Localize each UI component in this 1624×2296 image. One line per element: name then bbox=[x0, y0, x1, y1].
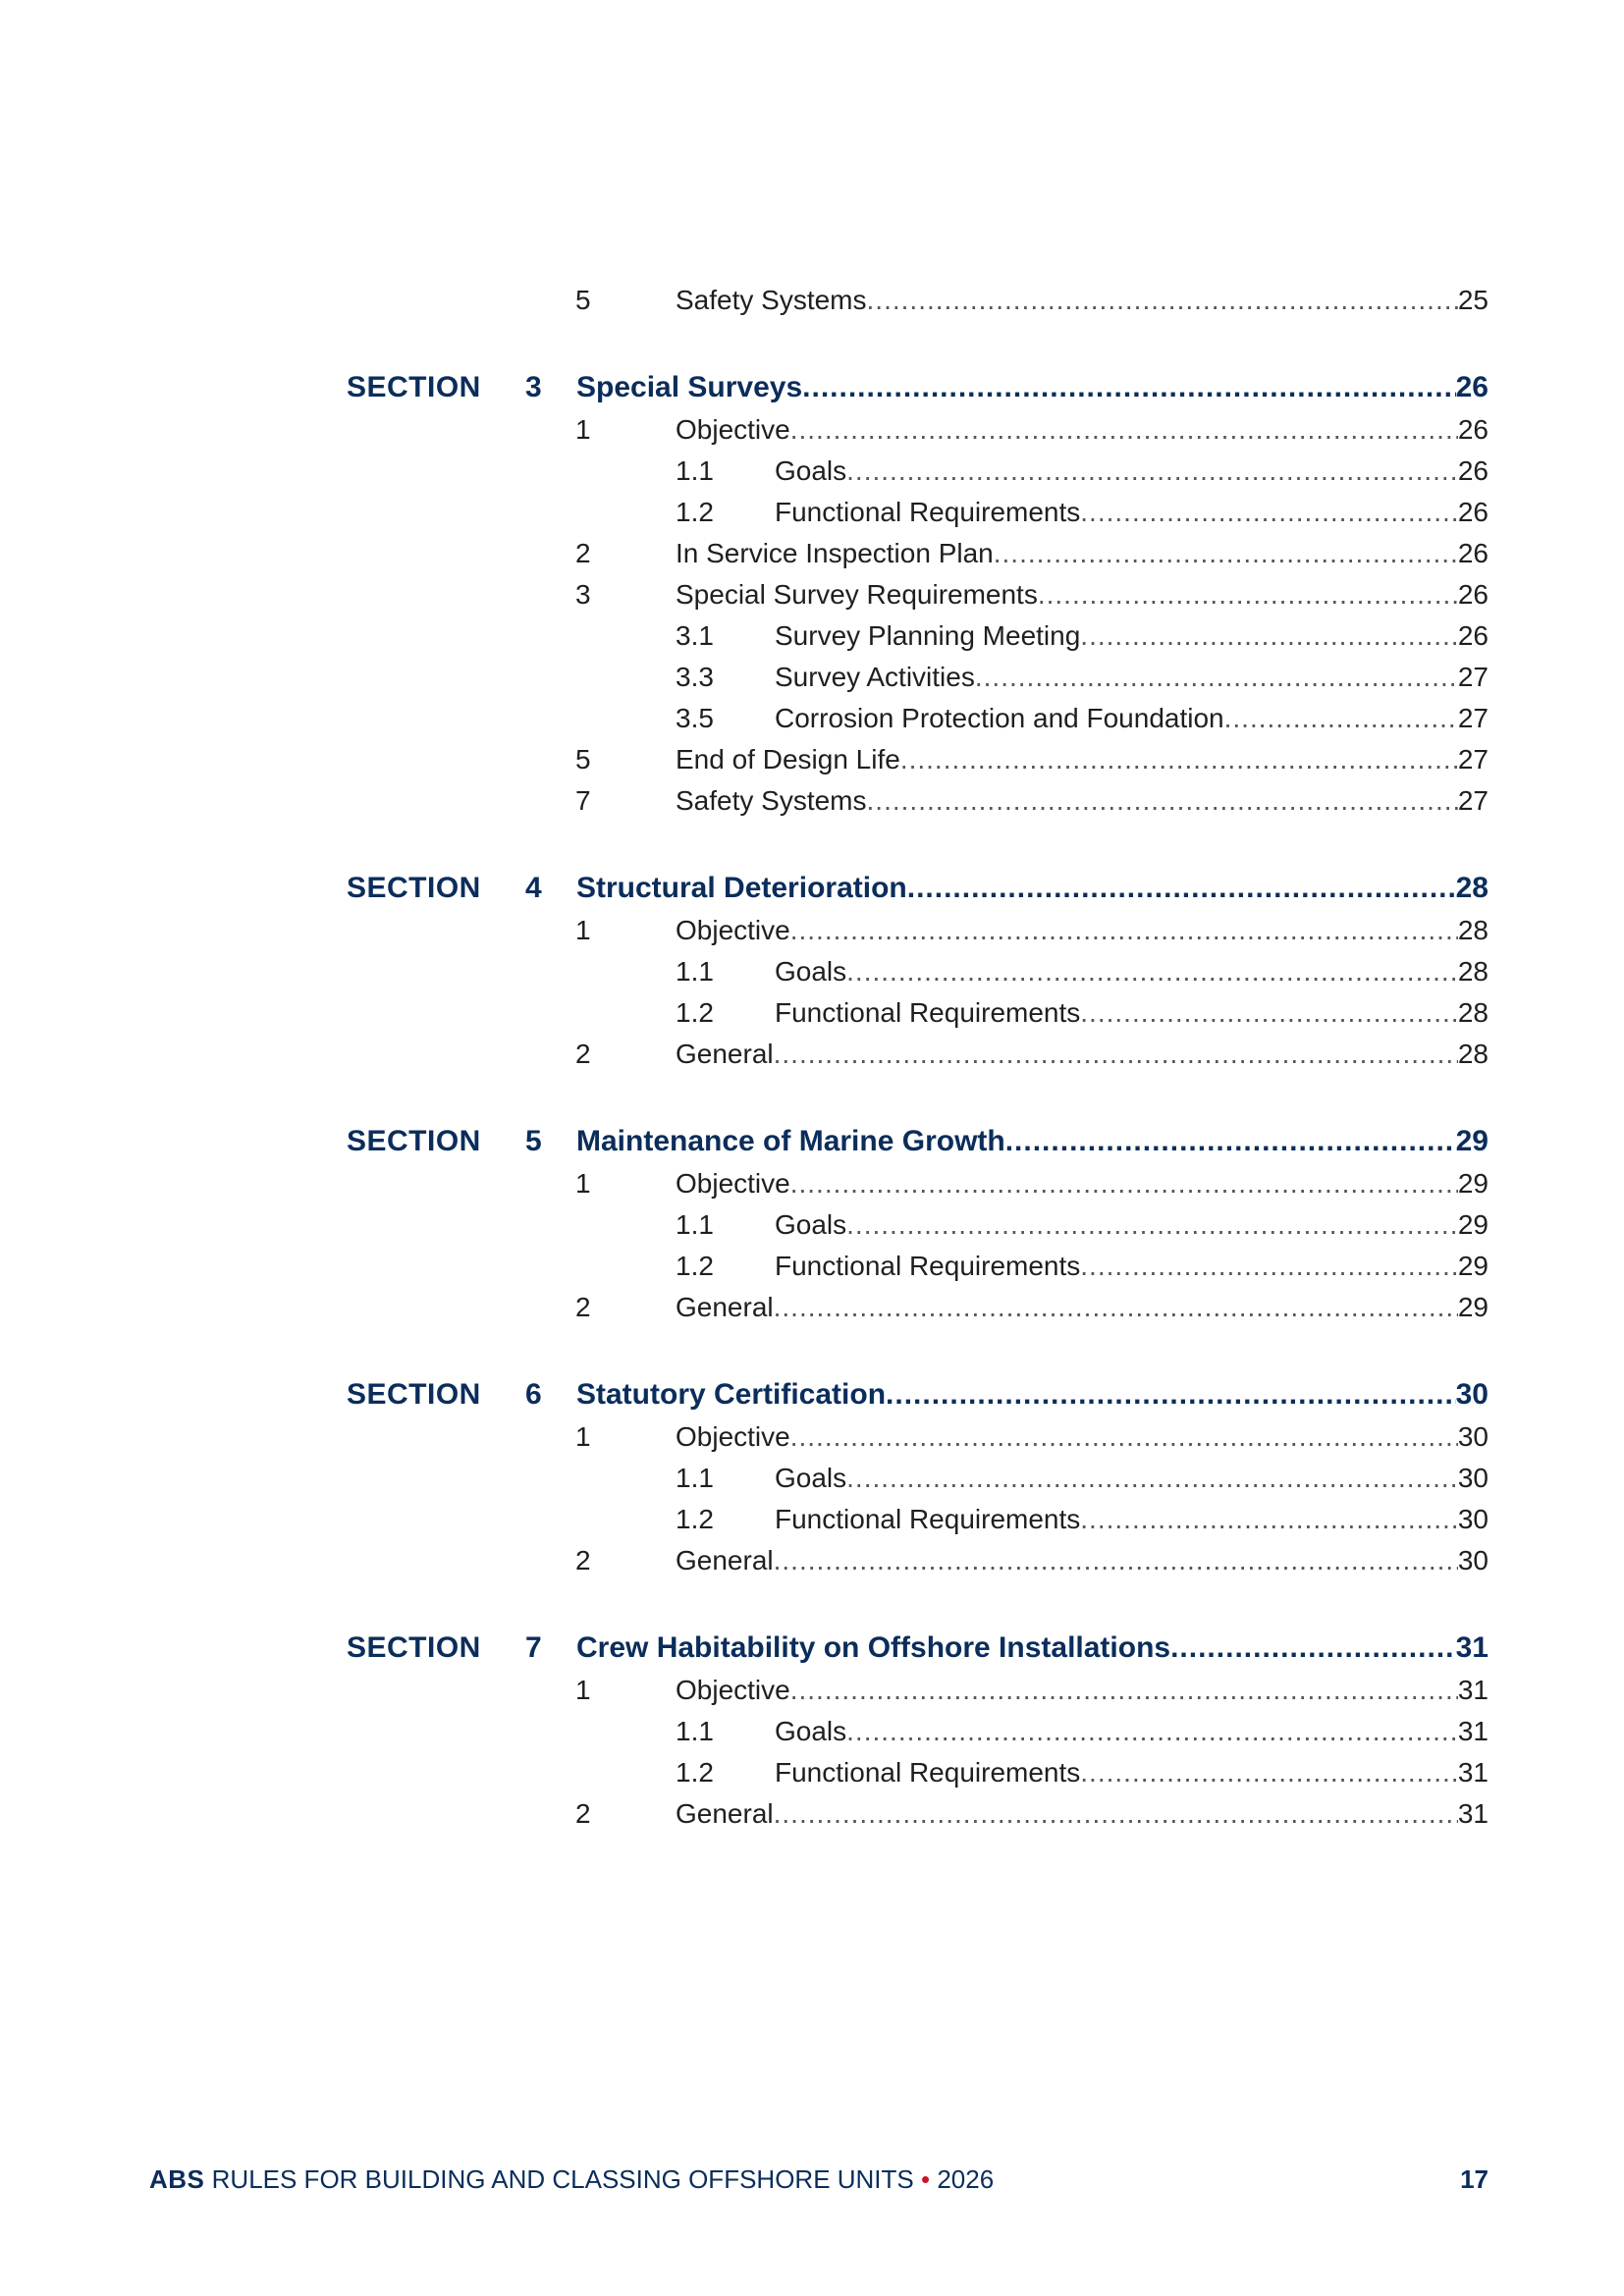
document-year: 2026 bbox=[937, 2164, 995, 2194]
dot-leader bbox=[846, 1459, 1458, 1498]
toc-entry-number: 2 bbox=[575, 1798, 591, 1829]
toc-entry-leader bbox=[676, 740, 1489, 779]
section-number: 6 bbox=[525, 1378, 542, 1411]
toc-subentry-title: Functional Requirements bbox=[775, 497, 1081, 527]
toc-entry-page: 30 bbox=[1457, 1545, 1489, 1575]
dot-leader bbox=[1080, 1753, 1458, 1792]
section-page: 28 bbox=[1455, 872, 1489, 904]
toc-entry-page: 30 bbox=[1457, 1421, 1489, 1452]
toc-subentry-title: Survey Planning Meeting bbox=[775, 620, 1081, 651]
section-label: SECTION bbox=[347, 371, 481, 403]
toc-subentry-title: Goals bbox=[775, 1463, 847, 1493]
toc-subentry-page: 27 bbox=[1457, 662, 1489, 692]
toc-subentry-page: 26 bbox=[1457, 620, 1489, 651]
toc-subentry-page: 31 bbox=[1457, 1716, 1489, 1746]
toc-subentry-number: 1.1 bbox=[676, 1463, 714, 1493]
toc-subentry-title: Functional Requirements bbox=[775, 1504, 1081, 1534]
toc-entry-page: 29 bbox=[1457, 1168, 1489, 1199]
toc-subentry-title: Functional Requirements bbox=[775, 1251, 1081, 1281]
toc-subentry-leader bbox=[775, 1205, 1489, 1245]
toc-subentry-leader bbox=[775, 658, 1489, 697]
toc-entry-title: General bbox=[676, 1798, 774, 1829]
toc-entry-leader bbox=[676, 1417, 1489, 1457]
toc-subentry-leader bbox=[775, 699, 1489, 738]
toc-entry-page: 28 bbox=[1457, 915, 1489, 945]
toc-subentry-title: Goals bbox=[775, 1209, 847, 1240]
dot-leader bbox=[846, 452, 1458, 491]
toc-entry-leader bbox=[676, 1671, 1489, 1710]
toc-entry-title: Safety Systems bbox=[676, 785, 867, 816]
toc-entry-page: 31 bbox=[1457, 1675, 1489, 1705]
dot-leader bbox=[1005, 1120, 1456, 1163]
toc-subentry-page: 28 bbox=[1457, 956, 1489, 987]
dot-leader bbox=[994, 534, 1458, 573]
toc-subentry-leader bbox=[775, 1753, 1489, 1792]
toc-entry-number: 1 bbox=[575, 1168, 591, 1199]
section-title: Special Surveys bbox=[576, 371, 803, 403]
toc-subentry-number: 1.1 bbox=[676, 1209, 714, 1240]
toc-entry-page: 25 bbox=[1457, 285, 1489, 315]
toc-subentry-leader bbox=[775, 993, 1489, 1033]
toc-subentry-page: 29 bbox=[1457, 1209, 1489, 1240]
toc-entry-number: 5 bbox=[575, 744, 591, 774]
dot-leader bbox=[790, 1417, 1458, 1457]
toc-subentry-title: Corrosion Protection and Foundation bbox=[775, 703, 1224, 733]
dot-leader bbox=[867, 281, 1458, 320]
section-number: 4 bbox=[525, 872, 542, 904]
toc-entry-leader bbox=[676, 534, 1489, 573]
toc-subentry-number: 1.2 bbox=[676, 1504, 714, 1534]
toc-subentry-page: 29 bbox=[1457, 1251, 1489, 1281]
toc-subentry-leader bbox=[775, 1500, 1489, 1539]
section-page: 31 bbox=[1455, 1631, 1489, 1664]
bullet-separator: • bbox=[921, 2164, 931, 2194]
toc-subentry-number: 1.1 bbox=[676, 1716, 714, 1746]
section-title: Structural Deterioration bbox=[576, 872, 907, 904]
toc-entry-leader bbox=[676, 1035, 1489, 1074]
dot-leader bbox=[1038, 575, 1458, 614]
toc-subentry-title: Functional Requirements bbox=[775, 997, 1081, 1028]
section-page: 26 bbox=[1455, 371, 1489, 403]
toc-entry-number: 1 bbox=[575, 1421, 591, 1452]
dot-leader bbox=[907, 867, 1456, 910]
section-label: SECTION bbox=[347, 1631, 481, 1664]
toc-entry-leader bbox=[676, 281, 1489, 320]
dot-leader bbox=[802, 366, 1455, 409]
section-title: Statutory Certification bbox=[576, 1378, 887, 1411]
dot-leader bbox=[867, 781, 1458, 821]
toc-subentry-leader bbox=[775, 1712, 1489, 1751]
section-number: 5 bbox=[525, 1125, 542, 1157]
page-number: 17 bbox=[1460, 2164, 1489, 2194]
dot-leader bbox=[846, 1205, 1458, 1245]
toc-entry-number: 5 bbox=[575, 285, 591, 315]
section-title: Maintenance of Marine Growth bbox=[576, 1125, 1005, 1157]
section-leader bbox=[576, 1120, 1489, 1163]
dot-leader bbox=[1080, 493, 1458, 532]
section-number: 7 bbox=[525, 1631, 542, 1664]
dot-leader bbox=[900, 740, 1458, 779]
dot-leader bbox=[790, 1671, 1458, 1710]
toc-entry-leader bbox=[676, 1794, 1489, 1834]
toc-entry-number: 3 bbox=[575, 579, 591, 610]
section-leader bbox=[576, 1373, 1489, 1416]
dot-leader bbox=[774, 1035, 1458, 1074]
dot-leader bbox=[1080, 616, 1458, 656]
toc-subentry-page: 30 bbox=[1457, 1504, 1489, 1534]
toc-entry-leader bbox=[676, 1541, 1489, 1580]
toc-entry-number: 1 bbox=[575, 414, 591, 445]
toc-entry-title: Objective bbox=[676, 414, 790, 445]
toc-subentry-number: 1.2 bbox=[676, 1251, 714, 1281]
toc-entry-title: Safety Systems bbox=[676, 285, 867, 315]
toc-entry-page: 27 bbox=[1457, 744, 1489, 774]
dot-leader bbox=[790, 911, 1458, 950]
toc-subentry-title: Goals bbox=[775, 956, 847, 987]
toc-subentry-page: 28 bbox=[1457, 997, 1489, 1028]
toc-subentry-title: Functional Requirements bbox=[775, 1757, 1081, 1788]
dot-leader bbox=[1224, 699, 1458, 738]
section-leader bbox=[576, 1627, 1489, 1670]
toc-entry-title: Objective bbox=[676, 915, 790, 945]
section-leader bbox=[576, 867, 1489, 910]
toc-subentry-number: 1.2 bbox=[676, 497, 714, 527]
toc-entry-page: 31 bbox=[1457, 1798, 1489, 1829]
dot-leader bbox=[886, 1373, 1456, 1416]
toc-subentry-leader bbox=[775, 452, 1489, 491]
toc-subentry-number: 3.3 bbox=[676, 662, 714, 692]
section-label: SECTION bbox=[347, 1125, 481, 1157]
toc-entry-title: End of Design Life bbox=[676, 744, 900, 774]
dot-leader bbox=[774, 1541, 1458, 1580]
toc-entry-number: 7 bbox=[575, 785, 591, 816]
toc-subentry-title: Goals bbox=[775, 1716, 847, 1746]
dot-leader bbox=[846, 952, 1458, 991]
toc-subentry-page: 26 bbox=[1457, 497, 1489, 527]
dot-leader bbox=[975, 658, 1458, 697]
toc-entry-leader bbox=[676, 1164, 1489, 1203]
toc-subentry-page: 26 bbox=[1457, 455, 1489, 486]
section-label: SECTION bbox=[347, 1378, 481, 1411]
toc-entry-number: 1 bbox=[575, 1675, 591, 1705]
toc-entry-title: Objective bbox=[676, 1675, 790, 1705]
toc-subentry-page: 27 bbox=[1457, 703, 1489, 733]
toc-entry-page: 28 bbox=[1457, 1039, 1489, 1069]
section-page: 30 bbox=[1455, 1378, 1489, 1411]
dot-leader bbox=[774, 1288, 1458, 1327]
section-title: Crew Habitability on Offshore Installations bbox=[576, 1631, 1171, 1664]
toc-entry-title: Special Survey Requirements bbox=[676, 579, 1038, 610]
toc-subentry-leader bbox=[775, 616, 1489, 656]
section-label: SECTION bbox=[347, 872, 481, 904]
toc-entry-leader bbox=[676, 781, 1489, 821]
dot-leader bbox=[1170, 1627, 1456, 1670]
toc-subentry-leader bbox=[775, 1459, 1489, 1498]
dot-leader bbox=[1080, 993, 1458, 1033]
dot-leader bbox=[846, 1712, 1458, 1751]
toc-entry-page: 26 bbox=[1457, 579, 1489, 610]
toc-subentry-leader bbox=[775, 493, 1489, 532]
toc-subentry-page: 31 bbox=[1457, 1757, 1489, 1788]
toc-entry-leader bbox=[676, 575, 1489, 614]
toc-entry-page: 26 bbox=[1457, 414, 1489, 445]
toc-entry-leader bbox=[676, 911, 1489, 950]
toc-subentry-number: 1.2 bbox=[676, 1757, 714, 1788]
toc-subentry-page: 30 bbox=[1457, 1463, 1489, 1493]
toc-subentry-leader bbox=[775, 1247, 1489, 1286]
toc-subentry-number: 3.5 bbox=[676, 703, 714, 733]
toc-entry-title: Objective bbox=[676, 1168, 790, 1199]
page-footer bbox=[149, 2160, 1489, 2199]
toc-entry-page: 29 bbox=[1457, 1292, 1489, 1322]
section-leader bbox=[576, 366, 1489, 409]
toc-entry-number: 1 bbox=[575, 915, 591, 945]
toc-subentry-number: 1.1 bbox=[676, 455, 714, 486]
toc-entry-page: 26 bbox=[1457, 538, 1489, 568]
section-page: 29 bbox=[1455, 1125, 1489, 1157]
toc-entry-leader bbox=[676, 410, 1489, 450]
dot-leader bbox=[790, 1164, 1458, 1203]
toc-entry-title: General bbox=[676, 1545, 774, 1575]
toc-subentry-leader bbox=[775, 952, 1489, 991]
toc-subentry-number: 1.1 bbox=[676, 956, 714, 987]
abs-logo-text: ABS bbox=[149, 2164, 205, 2194]
toc-subentry-title: Goals bbox=[775, 455, 847, 486]
toc-entry-number: 2 bbox=[575, 538, 591, 568]
document-title: RULES FOR BUILDING AND CLASSING OFFSHORE UNITS bbox=[211, 2164, 914, 2194]
toc-entry-title: General bbox=[676, 1039, 774, 1069]
dot-leader bbox=[774, 1794, 1458, 1834]
dot-leader bbox=[1080, 1247, 1458, 1286]
toc-entry-leader bbox=[676, 1288, 1489, 1327]
toc-entry-number: 2 bbox=[575, 1545, 591, 1575]
toc-subentry-number: 1.2 bbox=[676, 997, 714, 1028]
toc-subentry-title: Survey Activities bbox=[775, 662, 975, 692]
toc-entry-title: In Service Inspection Plan bbox=[676, 538, 994, 568]
toc-entry-title: Objective bbox=[676, 1421, 790, 1452]
toc-entry-title: General bbox=[676, 1292, 774, 1322]
toc-entry-number: 2 bbox=[575, 1292, 591, 1322]
toc-entry-page: 27 bbox=[1457, 785, 1489, 816]
dot-leader bbox=[790, 410, 1458, 450]
toc-entry-number: 2 bbox=[575, 1039, 591, 1069]
toc-subentry-number: 3.1 bbox=[676, 620, 714, 651]
section-number: 3 bbox=[525, 371, 542, 403]
dot-leader bbox=[1080, 1500, 1458, 1539]
